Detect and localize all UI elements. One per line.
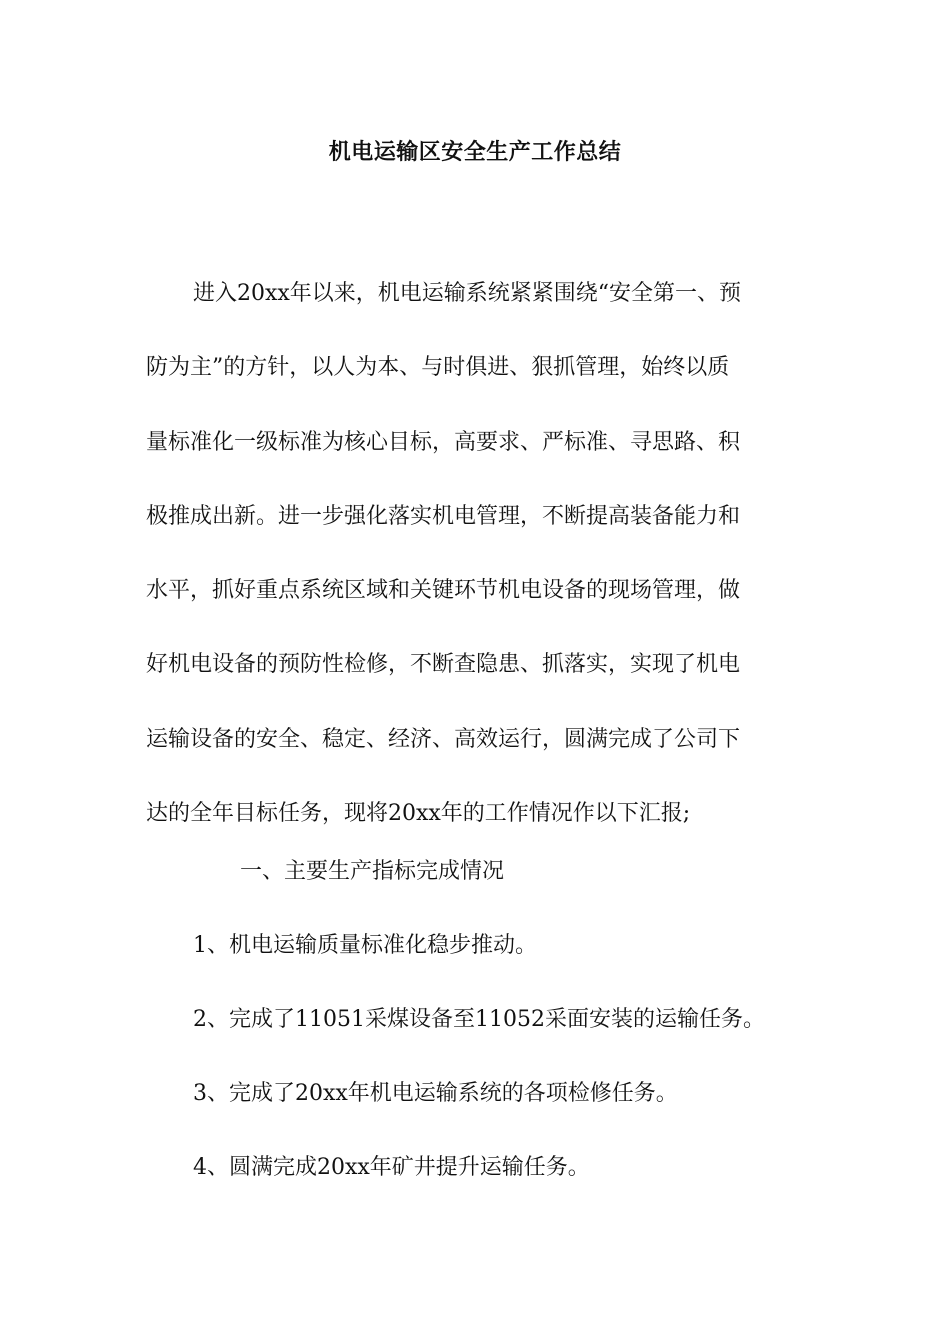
intro-paragraph — [146, 257, 806, 851]
intro-line: 达的全年目标任务，现将20xx年的工作情况作以下汇报; — [146, 801, 691, 827]
intro-line: 量标准化一级标准为核心目标，高要求、严标准、寻思路、积 — [146, 429, 741, 455]
list-item: 2、完成了11051采煤设备至11052采面安装的运输任务。 — [193, 1007, 765, 1032]
document-title: 机电运输区安全生产工作总结 — [328, 139, 622, 165]
intro-line: 防为主”的方针，以人为本、与时俱进、狠抓管理，始终以质 — [146, 355, 730, 381]
intro-line: 好机电设备的预防性检修，不断查隐患、抓落实，实现了机电 — [146, 652, 741, 678]
list-item: 4、圆满完成20xx年矿井提升运输任务。 — [193, 1155, 590, 1180]
intro-line: 进入20xx年以来，机电运输系统紧紧围绕“安全第一、预 — [193, 281, 742, 306]
intro-line: 水平，抓好重点系统区域和关键环节机电设备的现场管理，做 — [146, 578, 741, 604]
section-heading: 一、主要生产指标完成情况 — [240, 859, 505, 884]
list-item: 3、完成了20xx年机电运输系统的各项检修任务。 — [193, 1081, 678, 1106]
intro-line: 极推成出新。进一步强化落实机电管理，不断提高装备能力和 — [146, 503, 741, 529]
intro-line: 运输设备的安全、稳定、经济、高效运行，圆满完成了公司下 — [146, 726, 741, 752]
list-item: 1、机电运输质量标准化稳步推动。 — [193, 933, 537, 958]
